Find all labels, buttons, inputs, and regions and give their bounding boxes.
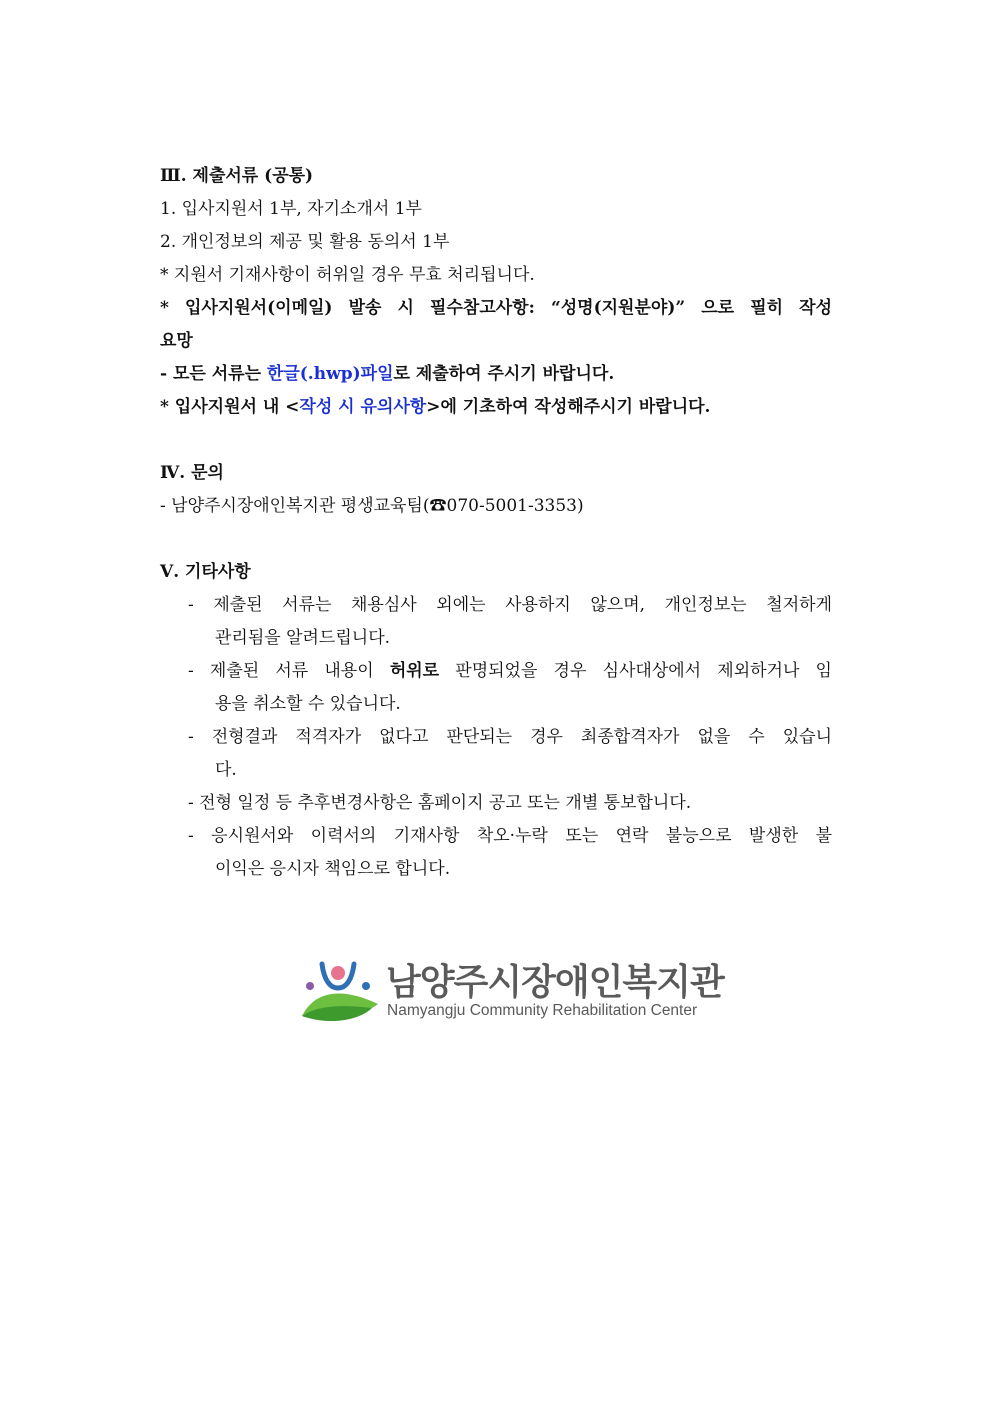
item2-bold: 허위로: [389, 661, 440, 681]
guide-note-suffix: >에 기초하여 작성해주시기 바랍니다.: [426, 397, 711, 417]
section5-item-1-cont: 관리됨을 알려드립니다.: [215, 628, 391, 648]
item2-suffix: 판명되었을 경우 심사대상에서 제외하거나 임: [439, 661, 832, 681]
section3-item-2: 2. 개인정보의 제공 및 활용 동의서 1부: [160, 232, 450, 252]
section3-required-note: * 입사지원서(이메일) 발송 시 필수참고사항: “성명(지원분야)” 으로 필히 작성: [160, 298, 832, 318]
section5-item-3-cont: 다.: [215, 760, 237, 780]
section5-heading: Ⅴ. 기타사항: [160, 562, 251, 582]
section4-heading: Ⅳ. 문의: [160, 463, 224, 483]
section5-item-2-cont: 용을 취소할 수 있습니다.: [215, 694, 401, 714]
section5-item-5: - 응시원서와 이력서의 기재사항 착오·누락 또는 연락 불능으로 발생한 불: [188, 826, 832, 846]
guide-note-highlight: 작성 시 유의사항: [299, 397, 427, 417]
section3-heading: Ⅲ. 제출서류 (공통): [160, 166, 314, 186]
logo-emblem-icon: [300, 958, 380, 1028]
guide-note-prefix: * 입사지원서 내 <: [160, 397, 300, 417]
section3-item-3: * 지원서 기재사항이 허위일 경우 무효 처리됩니다.: [160, 265, 535, 285]
logo-subtitle: Namyangju Community Rehabilitation Center: [387, 1002, 698, 1019]
section5-item-4: - 전형 일정 등 추후변경사항은 홈페이지 공고 또는 개별 통보합니다.: [188, 793, 692, 813]
section5-item-3: - 전형결과 적격자가 없다고 판단되는 경우 최종합격자가 없을 수 있습니: [188, 727, 832, 747]
section5-item-5-cont: 이익은 응시자 책임으로 합니다.: [215, 859, 451, 879]
section3-item-1: 1. 입사지원서 1부, 자기소개서 1부: [160, 199, 422, 219]
document-body: [160, 160, 832, 886]
section3-file-note: [160, 358, 832, 391]
spacer: [160, 523, 832, 556]
item2-prefix: - 제출된 서류 내용이: [188, 661, 390, 681]
logo-title: 남양주시장애인복지관: [386, 962, 724, 1003]
file-note-prefix: - 모든 서류는: [160, 364, 267, 384]
section5-item-1: - 제출된 서류는 채용심사 외에는 사용하지 않으며, 개인정보는 철저하게: [188, 595, 832, 615]
file-note-suffix: 로 제출하여 주시기 바랍니다.: [393, 364, 615, 384]
section5-item-2: [160, 655, 832, 688]
organization-logo: [300, 956, 724, 1028]
file-note-highlight: 한글(.hwp)파일: [266, 364, 394, 384]
section3-required-note-cont: 요망: [160, 331, 193, 351]
section4-contact: - 남양주시장애인복지관 평생교육팀(☎070-5001-3353): [160, 496, 584, 516]
spacer: [160, 424, 832, 457]
section3-guide-note: [160, 391, 832, 424]
